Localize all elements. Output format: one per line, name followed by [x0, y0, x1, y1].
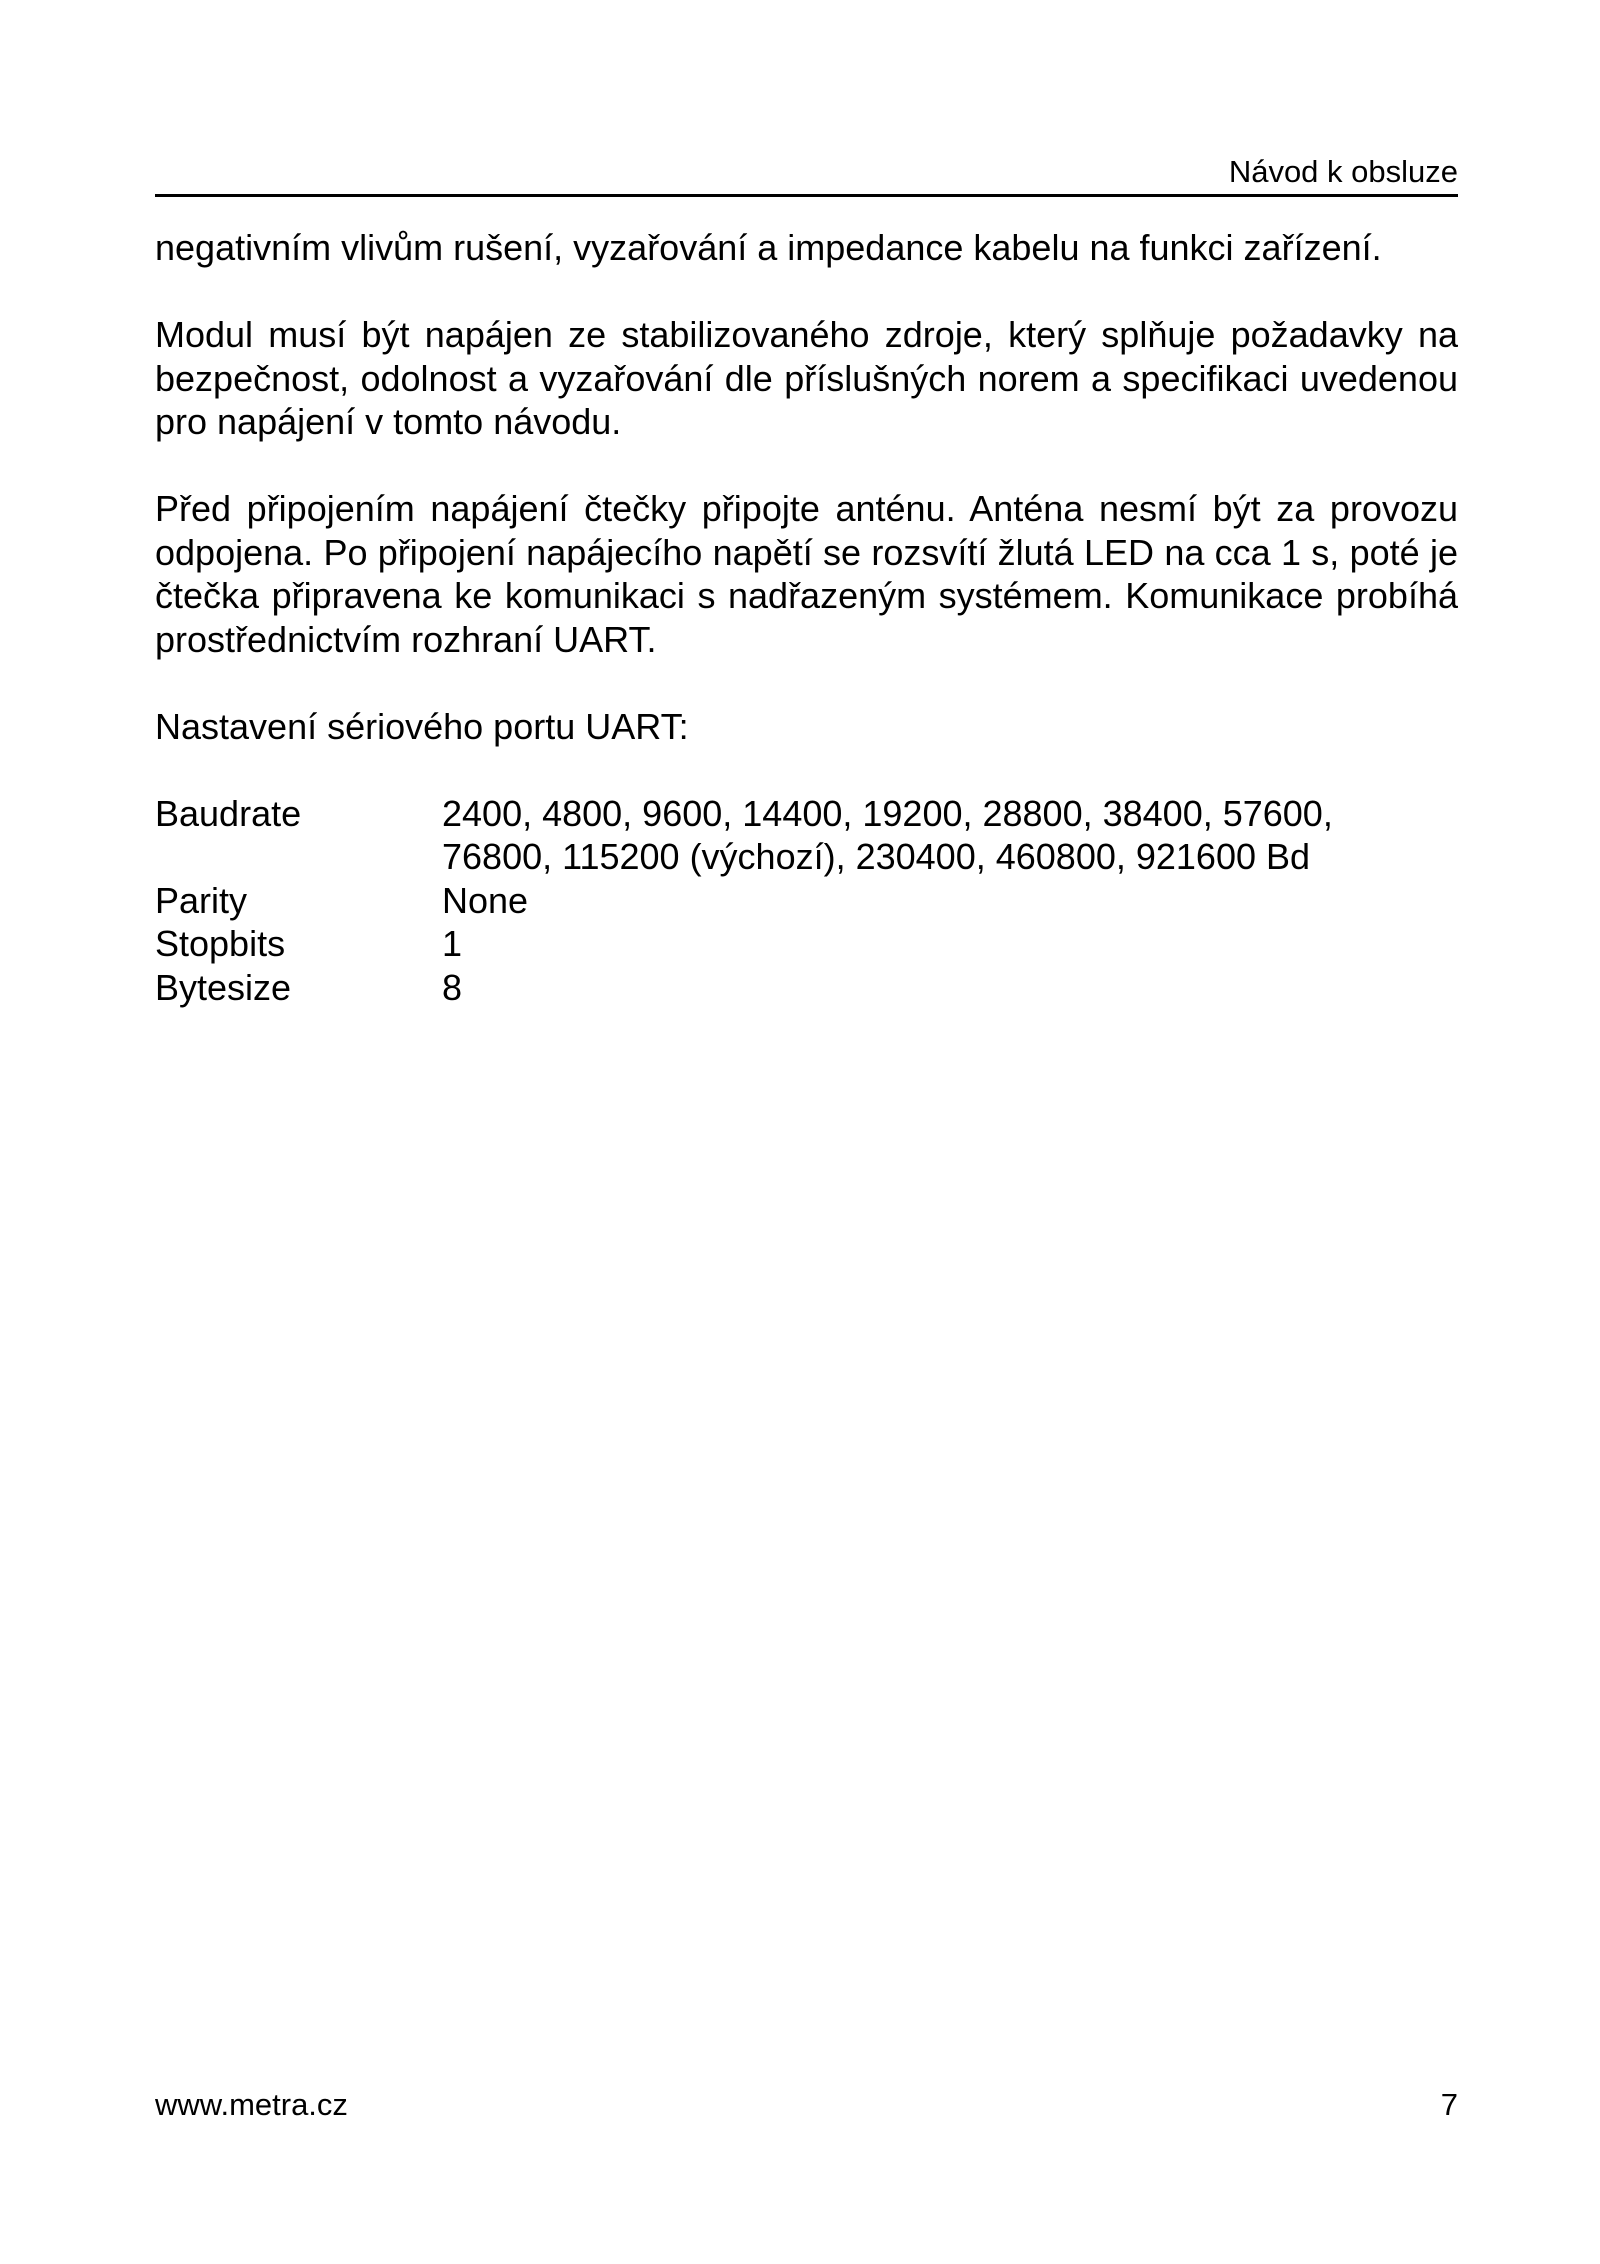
- paragraph-uart-heading: Nastavení sériového portu UART:: [155, 705, 689, 747]
- settings-row-baudrate: [155, 792, 1333, 879]
- settings-key: Bytesize: [155, 966, 292, 1008]
- page-footer: [155, 2085, 1458, 2125]
- settings-value: 1: [442, 923, 463, 964]
- settings-row-stopbits: [155, 922, 1333, 966]
- settings-key: Parity: [155, 879, 248, 921]
- page-content: [155, 226, 1458, 1009]
- page-number: 7: [1440, 2087, 1458, 2122]
- settings-key: Baudrate: [155, 792, 302, 834]
- footer-website: www.metra.cz: [155, 2087, 348, 2122]
- uart-settings-table: [155, 792, 1333, 1010]
- paragraph-intro: negativním vlivům rušení, vyzařování a impedance kabelu na funkci zařízení.: [155, 227, 1382, 268]
- settings-row-bytesize: [155, 966, 1333, 1010]
- page-header: [155, 150, 1458, 197]
- settings-key: Stopbits: [155, 923, 286, 964]
- paragraph-power-supply: Modul musí být napájen ze stabilizovaného zdroje, který splňuje požadavky na bezpečnost, odolnost a vyzařování dle příslušných norem a specifikaci uvedenou pro napájení v tomto návodu.: [155, 314, 1458, 442]
- settings-value: 2400, 4800, 9600, 14400, 19200, 28800, 38400, 57600, 76800, 115200 (výchozí), 230400, 460800, 921600 Bd: [442, 792, 1333, 877]
- settings-value: None: [442, 879, 529, 921]
- settings-value: 8: [442, 966, 463, 1008]
- header-title: Návod k obsluze: [1228, 154, 1458, 189]
- paragraph-connection: Před připojením napájení čtečky připojte anténu. Anténa nesmí být za provozu odpojena. Po připojení napájecího napětí se rozsvítí žlutá LED na cca 1 s, poté je čtečka připravena ke komunikaci s nadřazeným systémem. Komunikace probíhá prostřednictvím rozhraní UART.: [155, 488, 1458, 660]
- settings-row-parity: [155, 879, 1333, 923]
